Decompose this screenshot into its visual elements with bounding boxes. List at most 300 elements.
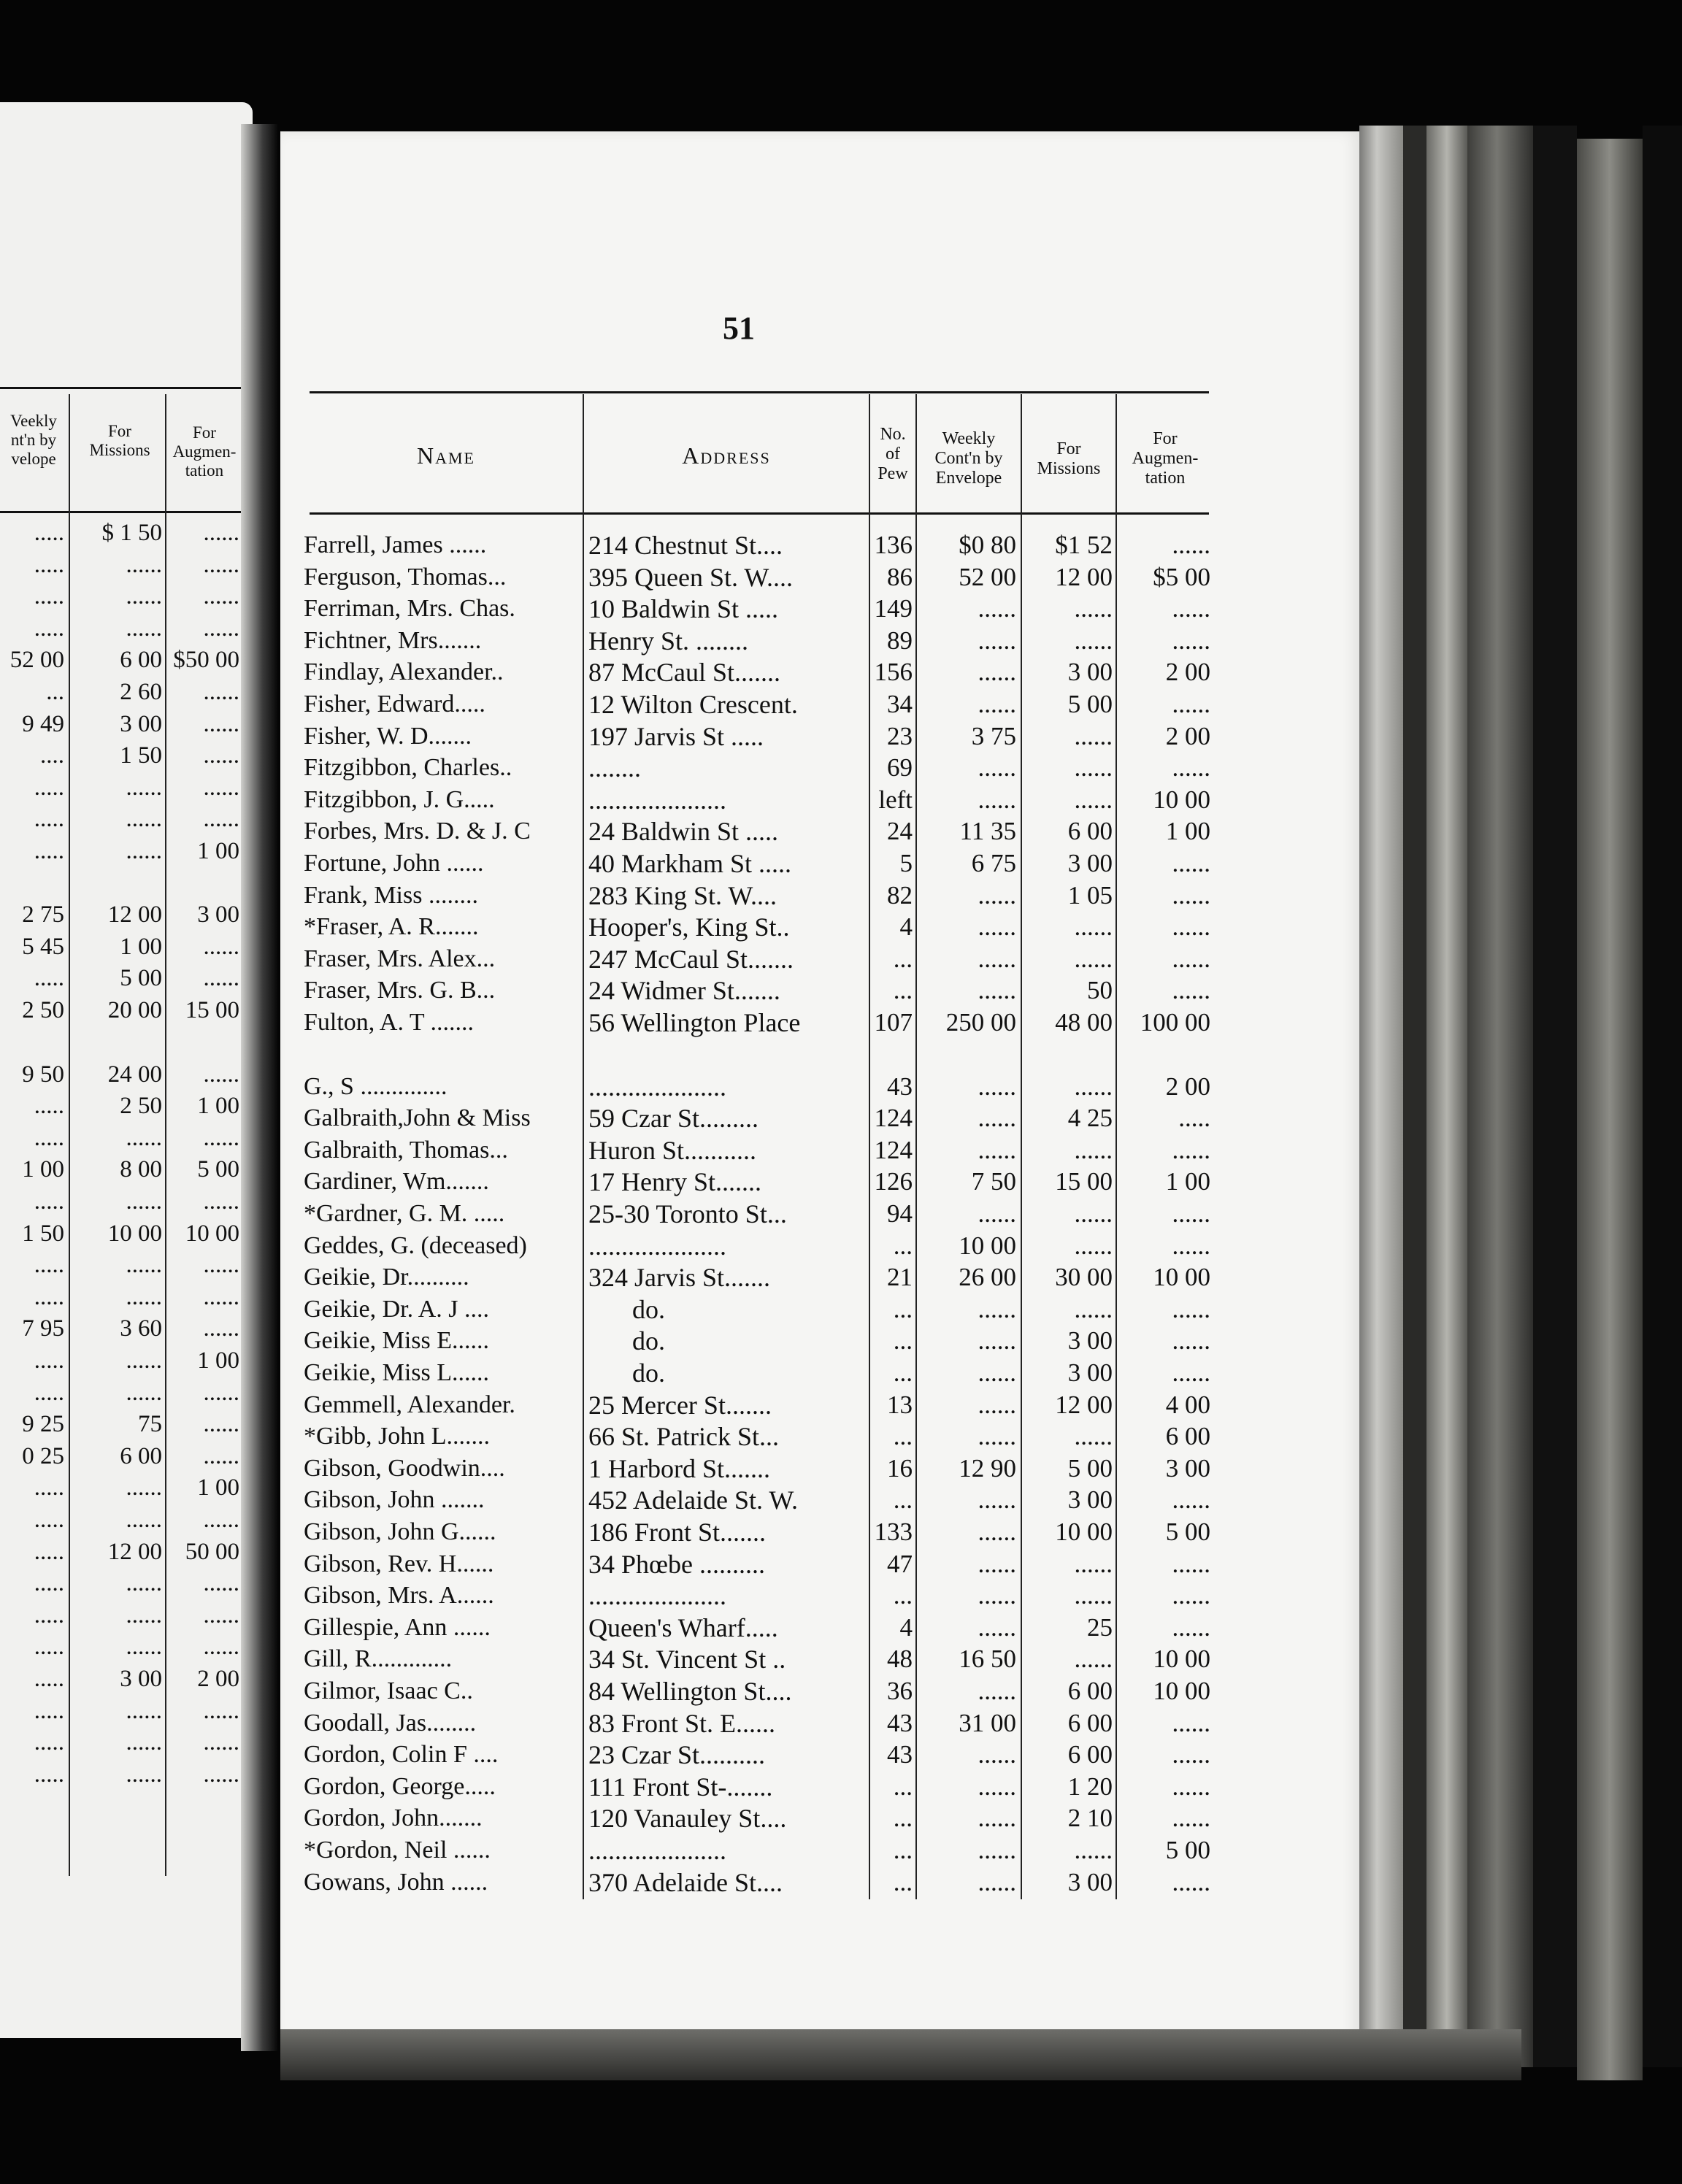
- cell-weekly: ......: [978, 1390, 1016, 1419]
- cell-aug: ......: [1172, 1326, 1210, 1356]
- left-cell-missions: 6 00: [120, 647, 162, 674]
- cell-name: *Gardner, G. M. .....: [304, 1200, 505, 1227]
- left-cell-aug: ......: [203, 520, 239, 546]
- cell-aug: ......: [1172, 1231, 1210, 1260]
- left-cell-weekly: .....: [34, 615, 64, 642]
- cell-weekly: ......: [978, 1294, 1016, 1323]
- cell-missions: 3 00: [1067, 1867, 1113, 1896]
- cell-weekly: ......: [978, 594, 1016, 623]
- cell-address: do.: [632, 1358, 665, 1388]
- cell-missions: 10 00: [1055, 1518, 1113, 1546]
- left-cell-aug: ......: [203, 1729, 239, 1756]
- left-header-augmentation: For Augmen- tation: [172, 423, 237, 480]
- left-cell-aug: 1 00: [197, 1347, 239, 1374]
- cell-name: Gordon, John.......: [304, 1804, 483, 1832]
- cell-address: Queen's Wharf.....: [588, 1612, 778, 1642]
- cell-name: Geikie, Miss L......: [304, 1359, 490, 1386]
- cell-missions: ......: [1074, 1422, 1113, 1451]
- left-cell-aug: ......: [203, 710, 239, 737]
- cell-name: *Fraser, A. R.......: [304, 913, 479, 941]
- cell-weekly: ......: [978, 1485, 1016, 1515]
- left-cell-weekly: .....: [34, 551, 64, 578]
- left-cell-weekly: 7 95: [22, 1315, 64, 1342]
- cell-weekly: ......: [978, 944, 1016, 973]
- left-cell-weekly: 9 49: [22, 710, 64, 737]
- cell-missions: 25: [1087, 1612, 1113, 1642]
- cell-aug: 1 00: [1165, 817, 1210, 846]
- cell-weekly: ......: [978, 976, 1016, 1005]
- left-cell-missions: ......: [126, 806, 162, 833]
- cell-address: 186 Front St.......: [588, 1518, 767, 1547]
- left-cell-aug: 50 00: [185, 1538, 239, 1565]
- cell-aug: 3 00: [1165, 1453, 1210, 1483]
- left-cell-aug: ......: [203, 933, 239, 960]
- cell-aug: 2 00: [1165, 1072, 1210, 1101]
- left-cell-weekly: 2 50: [22, 997, 64, 1023]
- left-cell-weekly: 0 25: [22, 1442, 64, 1469]
- cell-missions: ......: [1074, 1135, 1113, 1164]
- cell-aug: 4 00: [1165, 1390, 1210, 1419]
- cell-name: Gibson, Goodwin....: [304, 1454, 505, 1482]
- cell-address: 83 Front St. E......: [588, 1708, 776, 1738]
- cell-missions: 6 00: [1067, 817, 1113, 846]
- left-cell-missions: 2 50: [120, 1093, 162, 1120]
- left-cell-missions: 3 00: [120, 710, 162, 737]
- cell-missions: 6 00: [1067, 1740, 1113, 1769]
- cell-weekly: ......: [978, 1740, 1016, 1769]
- cell-missions: 50: [1087, 976, 1113, 1005]
- cell-missions: ......: [1074, 753, 1113, 783]
- cell-address: 17 Henry St.......: [588, 1167, 761, 1197]
- cell-address: .....................: [588, 1072, 726, 1101]
- left-cell-weekly: .....: [34, 1761, 64, 1788]
- left-cell-missions: ......: [126, 1570, 162, 1597]
- cell-weekly: ......: [978, 753, 1016, 783]
- cell-address: 56 Wellington Place: [588, 1008, 801, 1037]
- left-cell-missions: 3 60: [120, 1315, 162, 1342]
- cell-aug: ......: [1172, 753, 1210, 783]
- left-cell-weekly: .....: [34, 1379, 64, 1406]
- cell-aug: ......: [1172, 1358, 1210, 1387]
- cell-address: 12 Wilton Crescent.: [588, 690, 798, 719]
- left-cell-aug: ......: [203, 1634, 239, 1661]
- left-cell-aug: ......: [203, 1379, 239, 1406]
- cell-address: 120 Vanauley St....: [588, 1804, 787, 1834]
- left-cell-weekly: .....: [34, 1252, 64, 1279]
- cell-name: Gibson, Mrs. A......: [304, 1582, 494, 1610]
- cell-weekly: ......: [978, 1549, 1016, 1578]
- left-cell-missions: 8 00: [120, 1156, 162, 1183]
- cell-name: Fortune, John ......: [304, 850, 484, 877]
- cell-pew: 156: [874, 658, 913, 687]
- cell-missions: 3 00: [1067, 1485, 1113, 1515]
- left-cell-missions: 1 50: [120, 742, 162, 769]
- cell-weekly: ......: [978, 1612, 1016, 1642]
- cell-pew: 107: [874, 1008, 913, 1037]
- cell-pew: 4: [899, 1612, 913, 1642]
- left-cell-weekly: ....: [40, 742, 64, 769]
- left-cell-missions: 6 00: [120, 1442, 162, 1469]
- cell-name: Gilmor, Isaac C..: [304, 1677, 473, 1704]
- cell-pew: 43: [887, 1708, 913, 1737]
- cell-pew: 21: [887, 1263, 913, 1292]
- left-cell-aug: ......: [203, 1315, 239, 1342]
- cell-pew: 34: [887, 690, 913, 718]
- cell-address: 34 Phœbe ..........: [588, 1549, 765, 1579]
- cell-aug: ......: [1172, 944, 1210, 973]
- left-cell-missions: ......: [126, 615, 162, 642]
- left-cell-aug: 15 00: [185, 997, 239, 1023]
- book-gutter: [241, 124, 277, 2051]
- cell-address: 395 Queen St. W....: [588, 562, 794, 592]
- cell-aug: ......: [1172, 849, 1210, 877]
- cell-weekly: 12 90: [959, 1453, 1016, 1483]
- cell-pew: 43: [887, 1072, 913, 1101]
- cell-name: Gordon, George.....: [304, 1772, 496, 1800]
- left-cell-missions: ......: [126, 1761, 162, 1788]
- cell-pew: ...: [893, 944, 913, 973]
- left-cell-weekly: .....: [34, 1570, 64, 1597]
- cell-aug: ......: [1172, 690, 1210, 718]
- left-cell-aug: 1 00: [197, 1093, 239, 1120]
- cell-missions: 30 00: [1055, 1263, 1113, 1292]
- left-cell-aug: ......: [203, 1283, 239, 1310]
- cell-weekly: ......: [978, 626, 1016, 655]
- cell-aug: ......: [1172, 594, 1210, 623]
- cell-address: do.: [632, 1294, 665, 1324]
- cell-address: 452 Adelaide St. W.: [588, 1485, 798, 1515]
- cell-address: 247 McCaul St.......: [588, 944, 794, 974]
- left-cell-aug: 5 00: [197, 1156, 239, 1183]
- cell-address: 40 Markham St .....: [588, 849, 791, 878]
- cell-weekly: ......: [978, 785, 1016, 814]
- cell-aug: 2 00: [1165, 721, 1210, 750]
- cell-name: Fraser, Mrs. Alex...: [304, 945, 496, 972]
- left-cell-weekly: 9 50: [22, 1061, 64, 1088]
- cell-weekly: ......: [978, 1836, 1016, 1864]
- page-edge-stack: [1426, 126, 1467, 2067]
- left-cell-weekly: .....: [34, 1538, 64, 1565]
- left-cell-missions: 2 60: [120, 679, 162, 705]
- cell-aug: ......: [1172, 1581, 1210, 1610]
- left-cell-weekly: .....: [34, 1124, 64, 1151]
- next-book-spine: [1467, 126, 1533, 2067]
- left-cell-aug: 2 00: [197, 1666, 239, 1692]
- cell-aug: ......: [1172, 626, 1210, 655]
- left-cell-aug: ......: [203, 1252, 239, 1279]
- cell-pew: ...: [893, 1867, 913, 1896]
- cell-pew: 43: [887, 1740, 913, 1769]
- cell-missions: 12 00: [1055, 1390, 1113, 1419]
- cell-missions: 1 05: [1067, 880, 1113, 910]
- book-bottom-edge: [280, 2029, 1521, 2080]
- cell-pew: 86: [887, 562, 913, 591]
- left-cell-aug: 3 00: [197, 901, 239, 928]
- left-cell-weekly: .....: [34, 1666, 64, 1692]
- cell-missions: ......: [1074, 1231, 1113, 1260]
- cell-missions: ......: [1074, 1549, 1113, 1578]
- cell-weekly: ......: [978, 1804, 1016, 1833]
- cell-pew: ...: [893, 1485, 913, 1515]
- cell-pew: 69: [887, 753, 913, 783]
- header-missions: For Missions: [1037, 439, 1101, 478]
- cell-missions: ......: [1074, 1072, 1113, 1101]
- cell-name: Fulton, A. T .......: [304, 1009, 475, 1036]
- cell-weekly: 11 35: [959, 817, 1016, 846]
- left-cell-missions: ......: [126, 1124, 162, 1151]
- left-cell-weekly: .....: [34, 1729, 64, 1756]
- cell-missions: 6 00: [1067, 1677, 1113, 1705]
- left-cell-weekly: .....: [34, 1507, 64, 1533]
- left-header-weekly: Veekly nt'n by velope: [10, 412, 57, 468]
- left-cell-missions: 10 00: [107, 1220, 162, 1247]
- left-cell-aug: ......: [203, 1124, 239, 1151]
- cell-name: Geikie, Dr. A. J ....: [304, 1295, 490, 1323]
- header-pew: No. of Pew: [878, 425, 908, 483]
- left-cell-missions: ......: [126, 1602, 162, 1629]
- cell-pew: 124: [874, 1104, 913, 1133]
- cell-weekly: 52 00: [959, 562, 1016, 591]
- left-cell-missions: ......: [126, 1474, 162, 1502]
- left-cell-missions: ......: [126, 1252, 162, 1279]
- left-cell-weekly: .....: [34, 1347, 64, 1374]
- cell-name: Geddes, G. (deceased): [304, 1231, 527, 1259]
- cell-name: Ferguson, Thomas...: [304, 563, 507, 591]
- left-cell-aug: $50 00: [173, 647, 239, 674]
- cell-name: Gibson, John .......: [304, 1486, 485, 1514]
- cell-address: 25-30 Toronto St...: [588, 1199, 787, 1228]
- header-rule: [310, 512, 1209, 515]
- left-cell-missions: 12 00: [107, 901, 162, 928]
- cell-address: 24 Widmer St.......: [588, 976, 780, 1006]
- cell-missions: 3 00: [1067, 1326, 1113, 1356]
- left-cell-aug: ......: [203, 1411, 239, 1438]
- cell-address: ........: [588, 753, 641, 783]
- cell-address: .....................: [588, 1836, 726, 1865]
- header-weekly: Weekly Cont'n by Envelope: [934, 429, 1003, 488]
- left-cell-aug: ......: [203, 551, 239, 578]
- cell-aug: $5 00: [1153, 562, 1210, 591]
- left-cell-missions: ......: [126, 774, 162, 801]
- cell-pew: ...: [893, 1326, 913, 1356]
- cover-edge: [1533, 126, 1577, 2067]
- cell-pew: ...: [893, 1836, 913, 1864]
- left-cell-weekly: 5 45: [22, 933, 64, 960]
- cell-pew: ...: [893, 976, 913, 1005]
- left-cell-aug: ......: [203, 1570, 239, 1597]
- cell-aug: 10 00: [1153, 785, 1210, 814]
- cell-aug: ......: [1172, 1867, 1210, 1896]
- cell-pew: ...: [893, 1358, 913, 1387]
- cell-weekly: 10 00: [959, 1231, 1016, 1260]
- cell-name: Galbraith,John & Miss: [304, 1104, 531, 1132]
- cell-weekly: ......: [978, 1104, 1016, 1133]
- cell-missions: 6 00: [1067, 1708, 1113, 1737]
- cell-missions: ......: [1074, 1199, 1113, 1228]
- cell-weekly: 250 00: [945, 1008, 1016, 1037]
- cell-name: Gordon, Colin F ....: [304, 1741, 499, 1769]
- cell-missions: 48 00: [1055, 1008, 1113, 1037]
- cell-aug: 5 00: [1165, 1836, 1210, 1864]
- cell-address: 214 Chestnut St....: [588, 531, 783, 560]
- cell-aug: ......: [1172, 1199, 1210, 1228]
- cell-pew: ...: [893, 1772, 913, 1801]
- left-cell-missions: $ 1 50: [101, 520, 162, 546]
- cell-name: Fisher, Edward.....: [304, 691, 485, 718]
- left-cell-aug: ......: [203, 1442, 239, 1469]
- cell-address: 59 Czar St.........: [588, 1104, 759, 1134]
- cell-pew: ...: [893, 1294, 913, 1323]
- cell-name: Fichtner, Mrs.......: [304, 626, 482, 654]
- cell-address: 66 St. Patrick St...: [588, 1422, 780, 1452]
- cell-name: Gibson, John G......: [304, 1518, 496, 1545]
- left-cell-missions: ......: [126, 1729, 162, 1756]
- cell-missions: ......: [1074, 594, 1113, 623]
- cell-address: do.: [632, 1326, 665, 1356]
- cell-pew: left: [878, 785, 913, 814]
- cell-pew: 133: [874, 1518, 913, 1546]
- cell-name: Farrell, James ......: [304, 531, 487, 558]
- cell-missions: 5 00: [1067, 1453, 1113, 1483]
- left-cell-missions: 1 00: [120, 933, 162, 960]
- cell-weekly: ......: [978, 1867, 1016, 1896]
- left-cell-aug: ......: [203, 742, 239, 769]
- cell-aug: ......: [1172, 976, 1210, 1005]
- cell-pew: ...: [893, 1804, 913, 1833]
- cell-missions: 3 00: [1067, 658, 1113, 687]
- cell-aug: 10 00: [1153, 1677, 1210, 1705]
- cell-weekly: ......: [978, 658, 1016, 687]
- cell-weekly: ......: [978, 1422, 1016, 1451]
- page-edge-stack: [1359, 126, 1403, 2067]
- cell-aug: ......: [1172, 1804, 1210, 1833]
- cell-address: .....................: [588, 785, 726, 815]
- cell-pew: ...: [893, 1422, 913, 1451]
- cell-missions: ......: [1074, 1581, 1113, 1610]
- cell-pew: 89: [887, 626, 913, 655]
- cell-aug: ......: [1172, 1135, 1210, 1164]
- left-cell-aug: ......: [203, 615, 239, 642]
- left-cell-weekly: 52 00: [9, 647, 64, 674]
- left-cell-weekly: .....: [34, 1093, 64, 1120]
- cell-name: Forbes, Mrs. D. & J. C: [304, 818, 531, 845]
- left-cell-aug: 1 00: [197, 1474, 239, 1502]
- cell-name: Findlay, Alexander..: [304, 658, 504, 686]
- cell-aug: ......: [1172, 1485, 1210, 1515]
- left-cell-missions: 75: [138, 1411, 162, 1438]
- cell-pew: ...: [893, 1581, 913, 1610]
- cell-weekly: ......: [978, 690, 1016, 718]
- cell-address: 87 McCaul St.......: [588, 658, 781, 688]
- left-cell-missions: ......: [126, 1188, 162, 1215]
- cell-aug: 1 00: [1165, 1167, 1210, 1196]
- cell-aug: 10 00: [1153, 1645, 1210, 1674]
- cell-weekly: ......: [978, 1199, 1016, 1228]
- cell-weekly: ......: [978, 1135, 1016, 1164]
- top-rule: [310, 391, 1209, 393]
- cell-pew: 48: [887, 1645, 913, 1674]
- cell-name: Geikie, Dr..........: [304, 1264, 469, 1291]
- left-cell-missions: ......: [126, 1379, 162, 1406]
- cell-address: 84 Wellington St....: [588, 1677, 792, 1706]
- left-cell-aug: 10 00: [185, 1220, 239, 1247]
- left-cell-weekly: 1 50: [22, 1220, 64, 1247]
- cell-name: Gibson, Rev. H......: [304, 1550, 494, 1577]
- cell-name: Fraser, Mrs. G. B...: [304, 977, 496, 1004]
- cell-pew: 13: [887, 1390, 913, 1419]
- cell-weekly: 3 75: [971, 721, 1016, 750]
- cell-aug: ......: [1172, 1549, 1210, 1578]
- cell-aug: ......: [1172, 531, 1210, 559]
- cell-name: Gemmell, Alexander.: [304, 1391, 515, 1418]
- cell-pew: 47: [887, 1549, 913, 1578]
- cell-name: *Gordon, Neil ......: [304, 1837, 491, 1864]
- cell-address: Huron St...........: [588, 1135, 757, 1165]
- cell-address: 197 Jarvis St .....: [588, 721, 764, 751]
- cell-pew: ...: [893, 1231, 913, 1260]
- cell-aug: 100 00: [1140, 1008, 1210, 1037]
- column-divider: [583, 394, 584, 1899]
- left-cell-aug: ......: [203, 774, 239, 801]
- cell-name: Gowans, John ......: [304, 1868, 488, 1896]
- cell-name: Gillespie, Ann ......: [304, 1613, 491, 1641]
- cell-name: Galbraith, Thomas...: [304, 1136, 508, 1164]
- left-cell-aug: ......: [203, 806, 239, 833]
- left-cell-missions: 3 00: [120, 1666, 162, 1692]
- cell-missions: 5 00: [1067, 690, 1113, 718]
- cell-pew: 82: [887, 880, 913, 910]
- left-cell-weekly: .....: [34, 1283, 64, 1310]
- left-cell-aug: ......: [203, 1188, 239, 1215]
- cell-pew: 126: [874, 1167, 913, 1196]
- cell-address: 370 Adelaide St....: [588, 1867, 783, 1897]
- cell-missions: $1 52: [1055, 531, 1113, 559]
- cell-weekly: ......: [978, 1677, 1016, 1705]
- left-cell-missions: 20 00: [107, 997, 162, 1023]
- cell-address: 111 Front St-.......: [588, 1772, 773, 1802]
- cell-weekly: 31 00: [959, 1708, 1016, 1737]
- left-cell-missions: ......: [126, 1697, 162, 1724]
- cell-name: Fitzgibbon, J. G.....: [304, 785, 495, 813]
- cell-aug: ......: [1172, 1708, 1210, 1737]
- cell-missions: ......: [1074, 626, 1113, 655]
- cell-missions: ......: [1074, 1836, 1113, 1864]
- cell-name: Gill, R.............: [304, 1645, 453, 1673]
- cell-missions: 12 00: [1055, 562, 1113, 591]
- left-cell-aug: ......: [203, 1061, 239, 1088]
- cell-weekly: $0 80: [959, 531, 1016, 559]
- left-cell-missions: 5 00: [120, 965, 162, 992]
- header-augmentation: For Augmen- tation: [1132, 429, 1199, 488]
- cell-missions: ......: [1074, 944, 1113, 973]
- left-cell-missions: ......: [126, 551, 162, 578]
- cell-weekly: 16 50: [959, 1645, 1016, 1674]
- left-cell-missions: ......: [126, 1634, 162, 1661]
- cell-name: *Gibb, John L.......: [304, 1423, 490, 1450]
- cell-weekly: ......: [978, 1358, 1016, 1387]
- cell-name: Goodall, Jas........: [304, 1709, 477, 1737]
- cell-missions: ......: [1074, 1294, 1113, 1323]
- left-cell-missions: 24 00: [107, 1061, 162, 1088]
- cell-aug: 6 00: [1165, 1422, 1210, 1451]
- cell-missions: 1 20: [1067, 1772, 1113, 1801]
- left-cell-weekly: 9 25: [22, 1411, 64, 1438]
- left-cell-aug: ......: [203, 583, 239, 610]
- cell-aug: .....: [1178, 1104, 1210, 1133]
- left-top-rule: [0, 387, 241, 389]
- page-number: 51: [723, 310, 755, 346]
- cell-weekly: ......: [978, 912, 1016, 942]
